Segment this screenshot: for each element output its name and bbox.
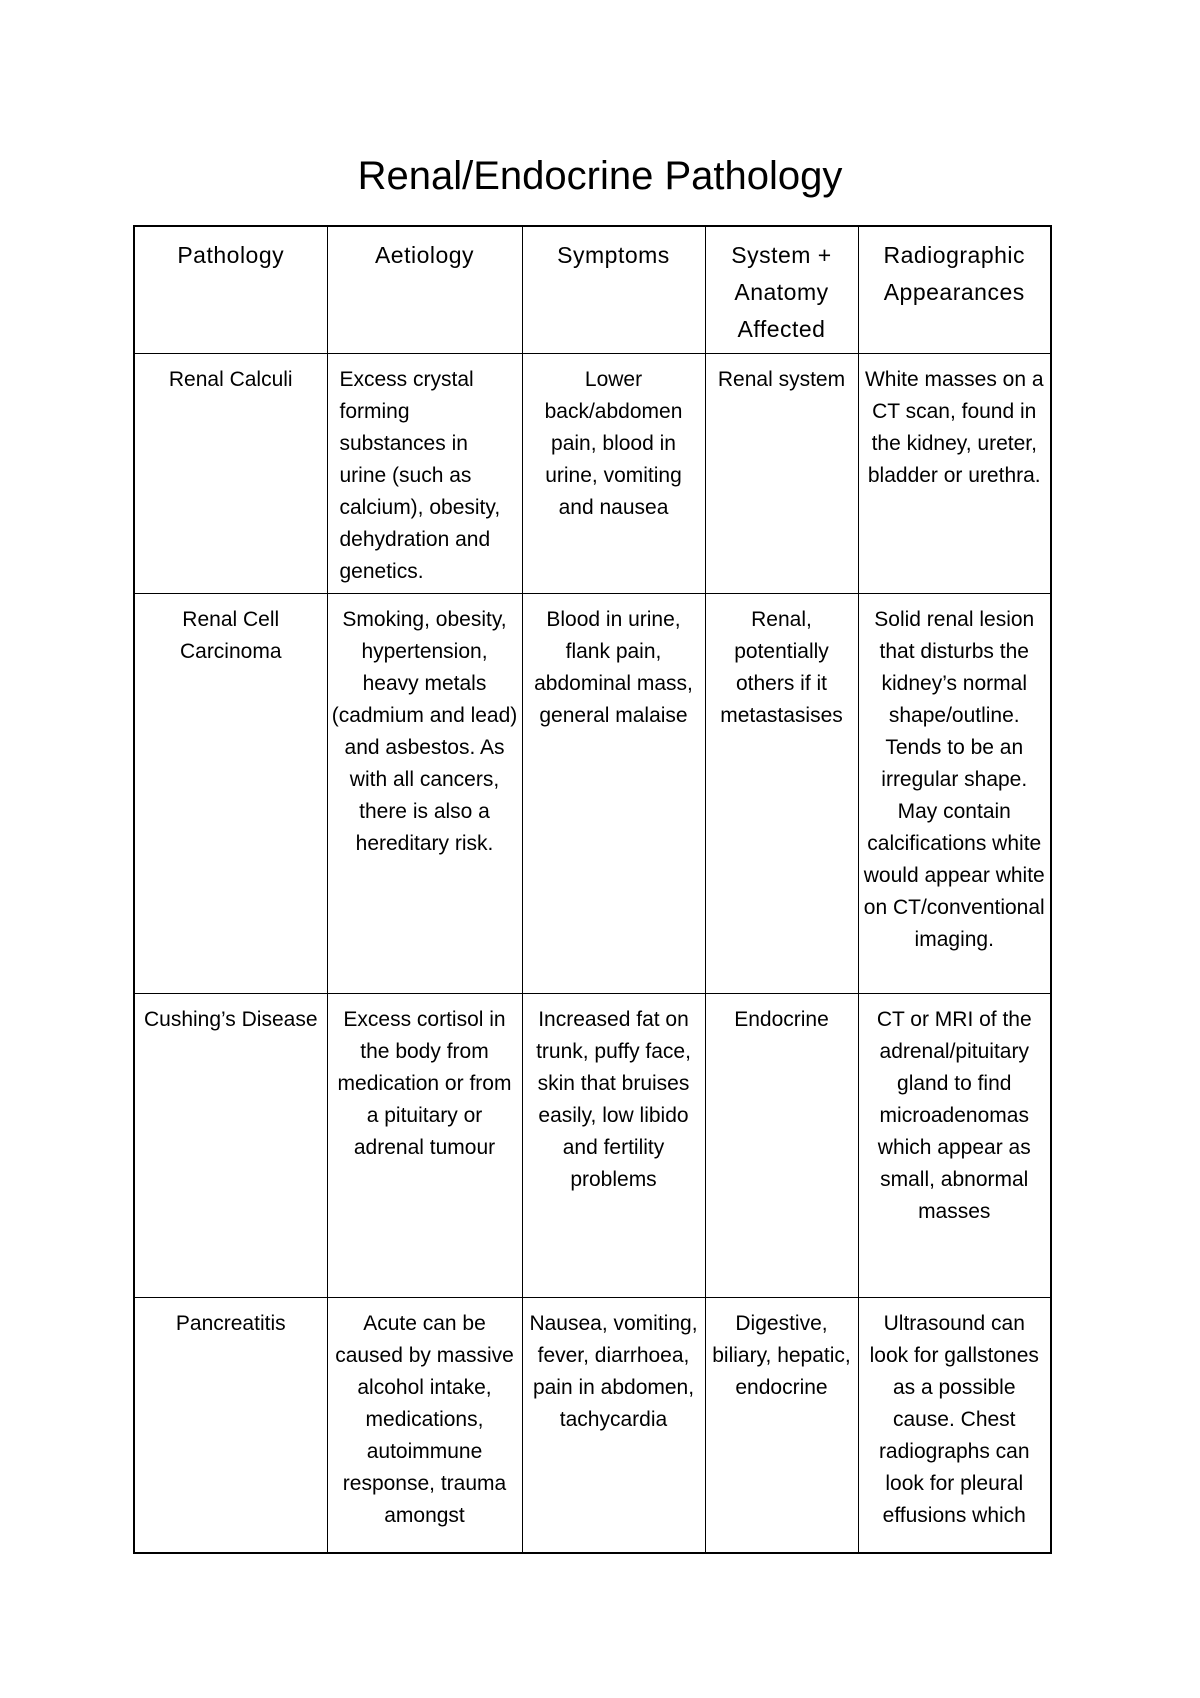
cell-system: Renal system <box>705 353 858 593</box>
table-row <box>134 1297 1051 1553</box>
cell-radiographic: CT or MRI of the adrenal/pituitary gland to find microadenomas which appear as small, abnormal masses <box>858 993 1051 1297</box>
pathology-table <box>133 225 1052 1554</box>
cell-pathology: Pancreatitis <box>134 1297 327 1553</box>
header-pathology: Pathology <box>134 226 327 353</box>
cell-aetiology: Excess cortisol in the body from medication or from a pituitary or adrenal tumour <box>327 993 522 1297</box>
cell-pathology: Renal Calculi <box>134 353 327 593</box>
cell-symptoms: Nausea, vomiting, fever, diarrhoea, pain in abdomen, tachycardia <box>522 1297 705 1553</box>
header-system-anatomy: System + Anatomy Affected <box>705 226 858 353</box>
table-header-row <box>134 226 1051 353</box>
cell-radiographic: White masses on a CT scan, found in the kidney, ureter, bladder or urethra. <box>858 353 1051 593</box>
header-symptoms: Symptoms <box>522 226 705 353</box>
table-row <box>134 593 1051 993</box>
cell-system: Endocrine <box>705 993 858 1297</box>
cell-symptoms: Increased fat on trunk, puffy face, skin that bruises easily, low libido and fertility problems <box>522 993 705 1297</box>
header-radiographic: Radiographic Appearances <box>858 226 1051 353</box>
table-row <box>134 993 1051 1297</box>
header-aetiology: Aetiology <box>327 226 522 353</box>
cell-symptoms: Blood in urine, flank pain, abdominal mass, general malaise <box>522 593 705 993</box>
cell-aetiology: Smoking, obesity, hypertension, heavy metals (cadmium and lead) and asbestos. As with all cancers, there is also a hereditary risk. <box>327 593 522 993</box>
cell-radiographic: Solid renal lesion that disturbs the kidney’s normal shape/outline. Tends to be an irregular shape. May contain calcifications white would appear white on CT/conventional imaging. <box>858 593 1051 993</box>
cell-radiographic: Ultrasound can look for gallstones as a possible cause. Chest radiographs can look for pleural effusions which <box>858 1297 1051 1553</box>
cell-aetiology: Excess crystal forming substances in urine (such as calcium), obesity, dehydration and genetics. <box>327 353 522 593</box>
cell-symptoms: Lower back/abdomen pain, blood in urine, vomiting and nausea <box>522 353 705 593</box>
cell-pathology: Cushing’s Disease <box>134 993 327 1297</box>
cell-system: Renal, potentially others if it metastasises <box>705 593 858 993</box>
cell-system: Digestive, biliary, hepatic, endocrine <box>705 1297 858 1553</box>
page-title: Renal/Endocrine Pathology <box>357 154 843 198</box>
cell-pathology: Renal Cell Carcinoma <box>134 593 327 993</box>
table-row <box>134 353 1051 593</box>
cell-aetiology: Acute can be caused by massive alcohol intake, medications, autoimmune response, trauma amongst <box>327 1297 522 1553</box>
